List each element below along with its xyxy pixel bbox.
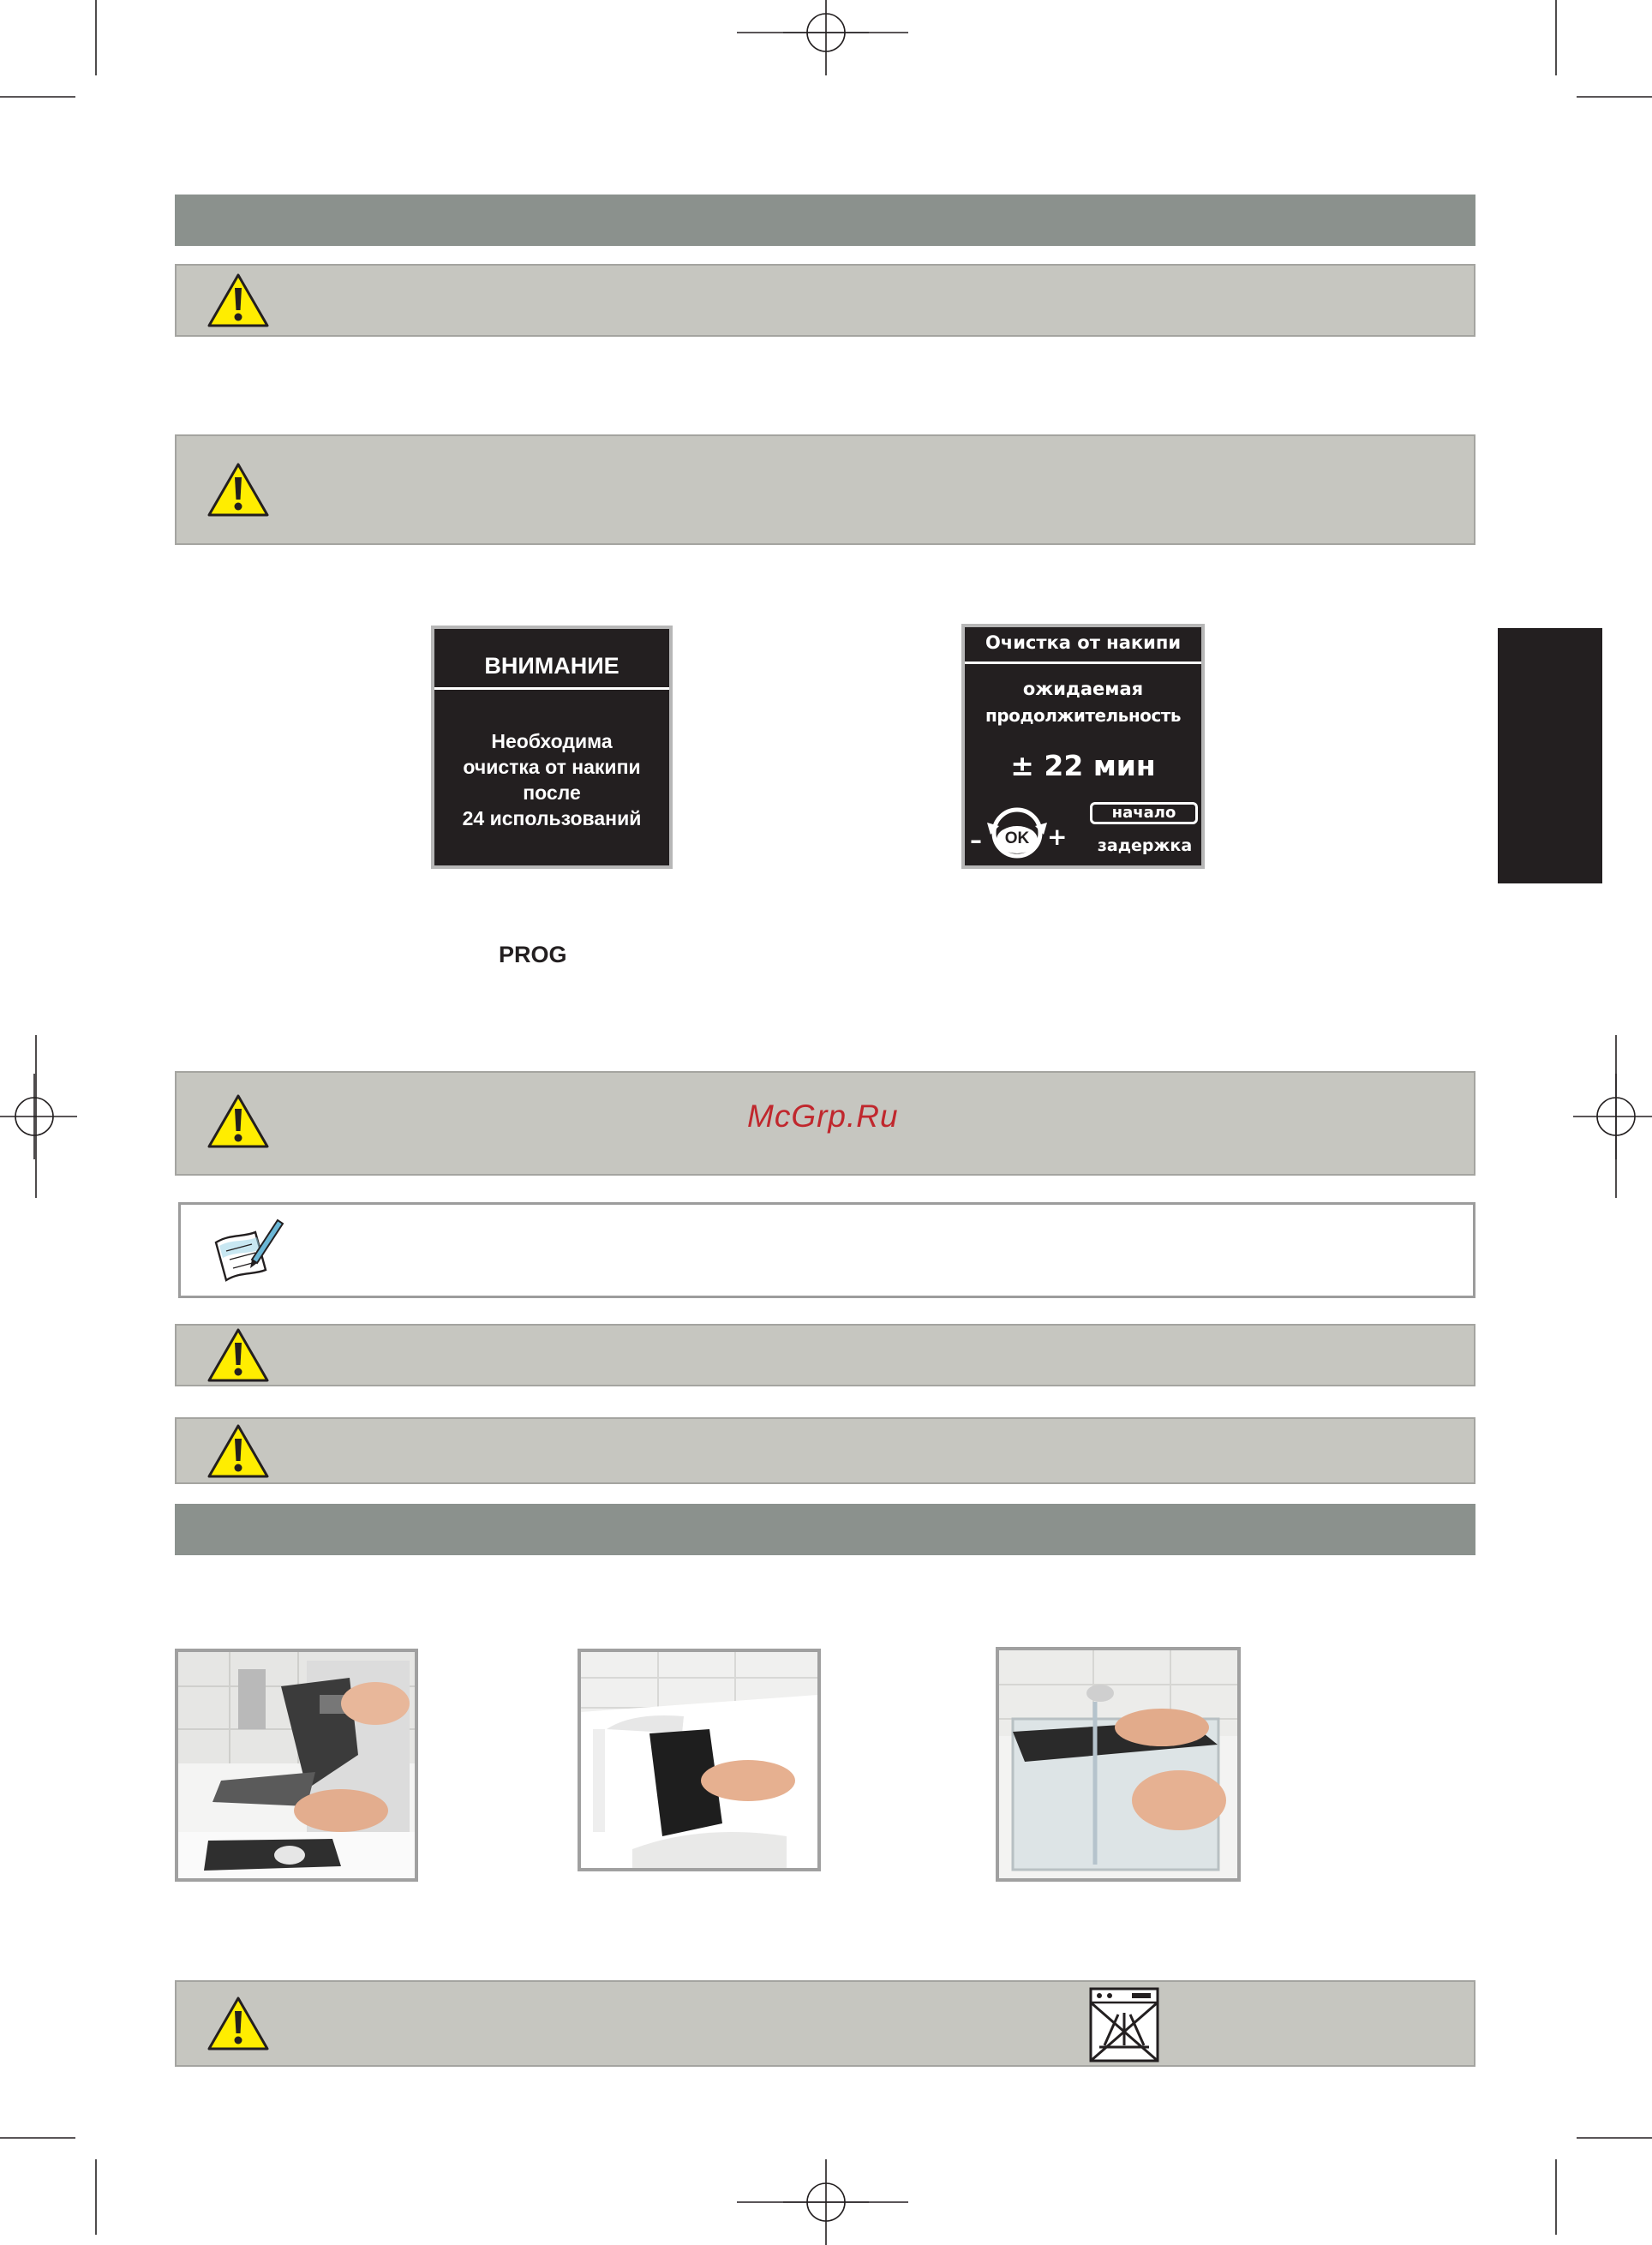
warning-box-1: [175, 264, 1475, 337]
lcd-attention-line-1: Необходима: [491, 730, 613, 752]
lcd-attention-line-4: 24 использований: [462, 807, 642, 829]
warning-triangle-icon: [206, 1423, 270, 1480]
warning-triangle-icon: [206, 462, 270, 518]
lcd-delay-label: задержка: [1097, 836, 1193, 855]
warning-box-3: [175, 1071, 1475, 1176]
photo-rinse-drip-tray: [578, 1649, 821, 1871]
lcd-start-button[interactable]: начало: [1090, 802, 1198, 824]
lcd-divider: [434, 687, 669, 690]
lcd-descale-duration: ± 22 мин: [1010, 749, 1156, 782]
registration-mark-right: [1573, 1074, 1652, 1159]
section-header-bar-descaling: [175, 195, 1475, 246]
lcd-attention-line-2: очистка от накипи: [463, 756, 641, 778]
photo-disassemble-parts: [175, 1649, 418, 1882]
warning-triangle-icon: [206, 1327, 270, 1384]
watermark-text: McGrp.Ru: [747, 1099, 899, 1134]
warning-box-5: [175, 1417, 1475, 1484]
warning-box-4: [175, 1324, 1475, 1386]
registration-mark-top: [783, 0, 869, 75]
lcd-descale-title: Очистка от накипи: [985, 632, 1182, 653]
photo-rinse-water-tank: [996, 1647, 1241, 1882]
warning-triangle-icon: [206, 272, 270, 329]
prog-button-label: PROG: [499, 942, 567, 967]
registration-mark-bottom: [783, 2159, 869, 2245]
lcd-descale-screen: [961, 624, 1205, 869]
lcd-descale-line-2: продолжительность: [985, 705, 1181, 726]
note-box: [178, 1202, 1475, 1298]
lcd-ok-label: OK: [1004, 829, 1030, 847]
lcd-attention-screen: [431, 626, 673, 869]
lcd-attention-title: ВНИМАНИЕ: [484, 653, 620, 679]
lcd-divider: [965, 662, 1201, 664]
lcd-minus-label: –: [970, 826, 982, 854]
note-pen-icon: [209, 1215, 286, 1287]
warning-triangle-icon: [206, 1093, 270, 1150]
ok-dial-icon: [970, 800, 1068, 865]
lcd-attention-line-3: после: [523, 781, 581, 804]
warning-box-6: [175, 1980, 1475, 2067]
lcd-descale-line-1: ожидаемая: [1022, 679, 1144, 699]
no-dishwasher-icon: [1086, 1984, 1163, 2066]
lcd-plus-label: +: [1047, 823, 1068, 851]
language-side-tab: [1498, 628, 1602, 883]
warning-triangle-icon: [206, 1996, 270, 2052]
warning-box-2: [175, 434, 1475, 545]
section-header-bar-cleaning: [175, 1504, 1475, 1555]
registration-mark-left: [0, 1074, 77, 1159]
